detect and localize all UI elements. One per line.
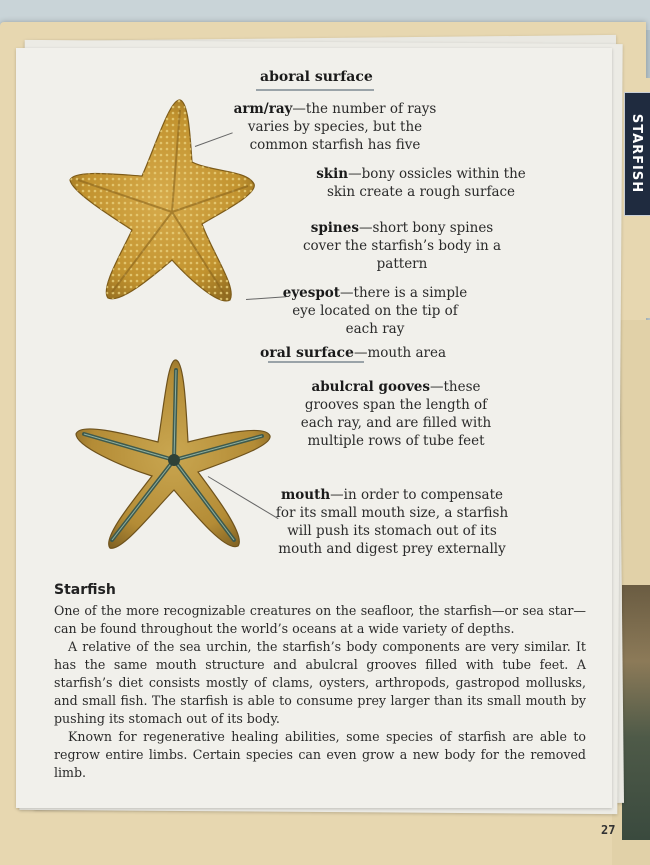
category-tab-label-wrap <box>624 92 650 214</box>
label-arm-ray-desc: —the number of rays varies by species, but the common starfish has five <box>247 101 437 153</box>
label-arm-ray-term: arm/ray <box>233 101 293 117</box>
article-paragraph: One of the more recognizable creatures on the seafloor, the starfish—or sea star—can be found throughout the world’s oceans at a wide variety of depths. <box>54 603 586 636</box>
label-skin-term: skin <box>316 166 349 182</box>
label-abulcral-grooves <box>296 378 496 450</box>
article-paragraph: Known for regenerative healing abilities, some species of starfish are able to regrow entire limbs. Certain species can even grow a new body for the removed limb. <box>54 729 586 780</box>
aboral-surface-header: aboral surface <box>260 69 373 85</box>
oral-header-underline <box>268 361 364 363</box>
label-skin <box>310 165 532 201</box>
label-eyespot <box>280 284 470 338</box>
label-skin-desc: —bony ossicles within the skin create a rough surface <box>326 166 526 200</box>
article-body <box>54 602 586 782</box>
aboral-header-underline <box>256 89 374 91</box>
oral-starfish-image <box>70 356 280 556</box>
oral-surface-desc: —mouth area <box>353 345 447 361</box>
label-mouth <box>270 486 514 558</box>
category-tab-label: STARFISH <box>629 113 645 193</box>
article-paragraph: A relative of the sea urchin, the starfish’s body components are very similar. It has the same mouth structure and abulcral grooves filled with tube feet. A starfish’s diet consists mostly of clams, oysters, arthropods, gastropod mollusks, and small fish. The starfish is able to consume prey larger than its small mouth by pushing its stomach out of its body. <box>54 639 586 726</box>
label-mouth-desc: —in order to compensate for its small mouth size, a starfish will push its stomach out of its mouth and digest prey externally <box>275 487 509 557</box>
page-number: 27 <box>601 823 616 837</box>
label-spines <box>296 219 508 273</box>
oral-surface-term: oral surface <box>260 345 354 361</box>
label-mouth-term: mouth <box>281 487 331 503</box>
article-title: Starfish <box>54 582 116 598</box>
label-abulcral-term: abulcral gooves <box>311 379 430 395</box>
label-arm-ray <box>226 100 444 154</box>
side-photo <box>622 585 650 840</box>
label-eyespot-desc: —there is a simple eye located on the tip of each ray <box>292 285 468 337</box>
label-eyespot-term: eyespot <box>282 285 341 301</box>
label-spines-term: spines <box>310 220 359 236</box>
oral-surface-header <box>260 344 470 362</box>
label-spines-desc: —short bony spines cover the starfish’s body in a pattern <box>302 220 502 272</box>
label-abulcral-desc: —these grooves span the length of each ray, and are filled with multiple rows of tube feet <box>300 379 492 449</box>
